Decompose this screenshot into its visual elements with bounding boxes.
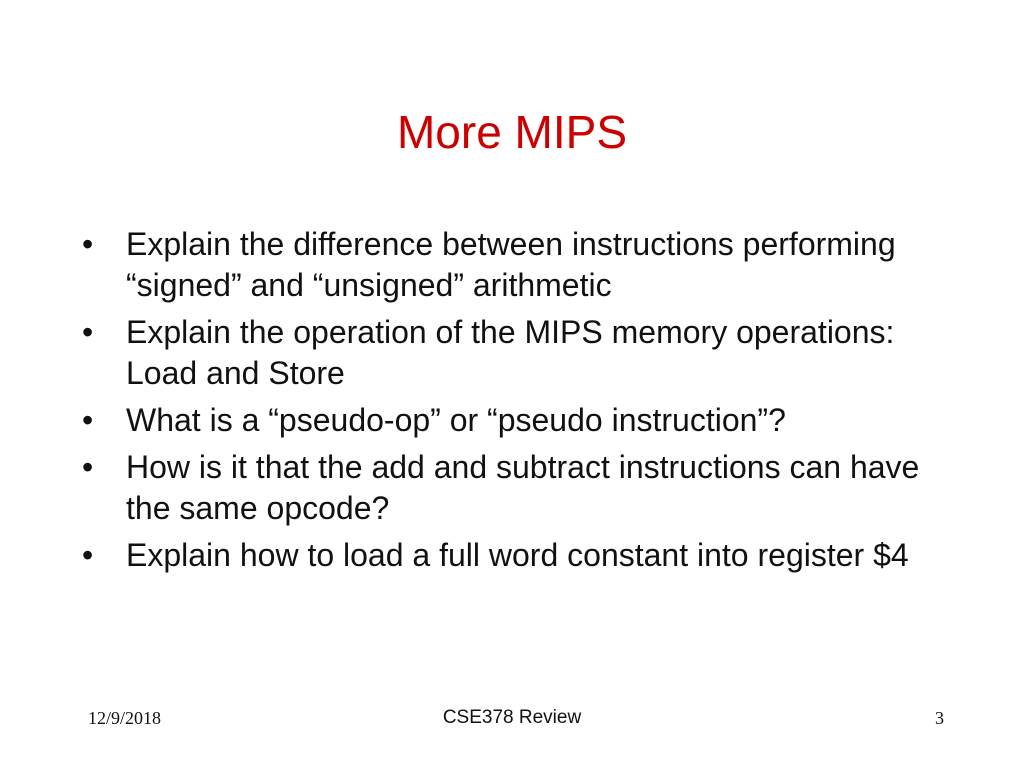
bullet-text: Explain how to load a full word constant into register $4 [126, 537, 909, 573]
bullet-icon: • [82, 449, 94, 485]
bullet-icon: • [82, 226, 94, 262]
bullet-item [82, 447, 942, 529]
bullet-icon: • [82, 402, 94, 438]
bullet-item [82, 224, 942, 306]
bullet-item [82, 312, 942, 394]
footer-course: CSE378 Review [442, 707, 582, 728]
bullet-list [82, 224, 942, 582]
bullet-item [82, 400, 942, 441]
bullet-text: How is it that the add and subtract instructions can have the same opcode? [126, 449, 920, 526]
bullet-icon: • [82, 314, 94, 350]
bullet-text: What is a “pseudo-op” or “pseudo instruction”? [126, 402, 786, 438]
footer-date: 12/9/2018 [88, 708, 162, 728]
slide-title: More MIPS [396, 106, 628, 158]
bullet-icon: • [82, 537, 94, 573]
page-number: 3 [935, 708, 944, 728]
bullet-item [82, 535, 942, 576]
bullet-text: Explain the operation of the MIPS memory operations: Load and Store [126, 314, 895, 391]
bullet-text: Explain the difference between instructions performing “signed” and “unsigned” arithmetic [126, 226, 896, 303]
